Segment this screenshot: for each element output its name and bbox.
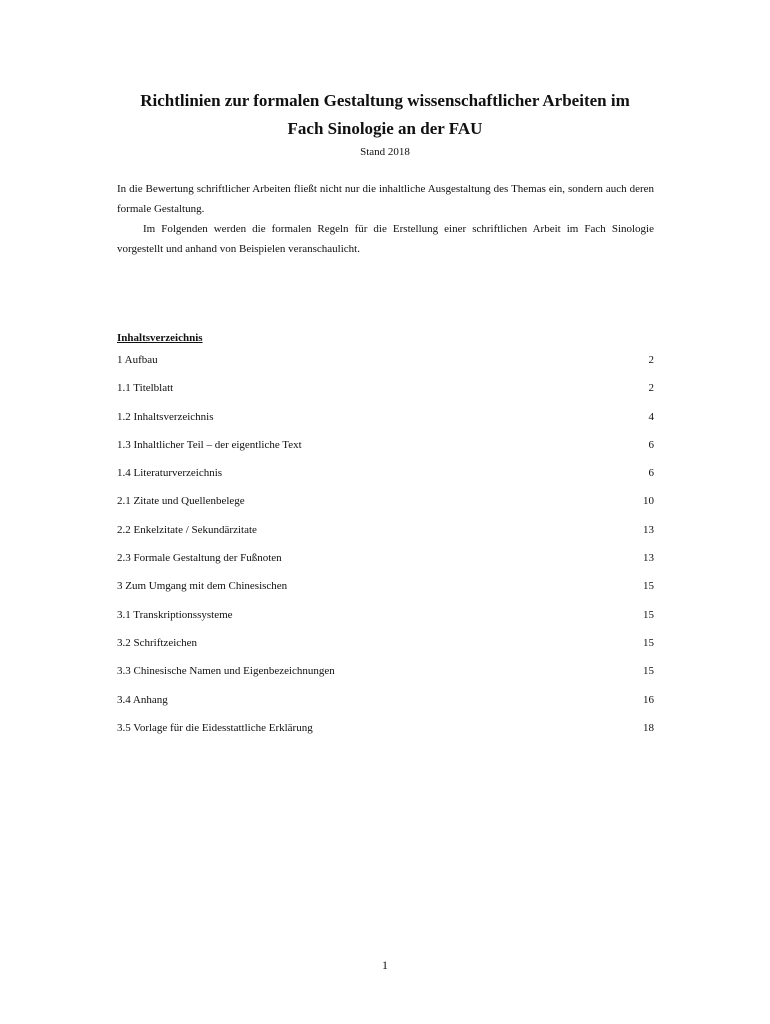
toc-entry: [117, 634, 654, 662]
toc-entry-page: 6: [648, 438, 654, 451]
toc-entry-page: 10: [643, 495, 654, 508]
toc-entry-page: 18: [643, 721, 654, 734]
toc-entry: [117, 351, 654, 379]
toc-entry: [117, 436, 654, 464]
toc-entry: [117, 662, 654, 690]
intro-paragraph-1: In die Bewertung schriftlicher Arbeiten fließt nicht nur die inhaltliche Ausgestaltung des Themas ein, sondern auch deren formale Gestaltung.: [117, 183, 654, 215]
toc-entry-label: 2.3 Formale Gestaltung der Fußnoten: [117, 552, 282, 565]
toc-entry-page: 15: [643, 665, 654, 678]
toc-entry-page: 2: [648, 382, 654, 395]
toc-entry: [117, 577, 654, 605]
intro-paragraph-2: Im Folgenden werden die formalen Regeln für die Erstellung einer schriftlichen Arbeit im Fach Sinologie vorgestellt und anhand von Beispielen veranschaulicht.: [117, 223, 654, 255]
toc-entry-label: 1.3 Inhaltlicher Teil – der eigentliche Text: [117, 438, 302, 451]
toc-entry-page: 13: [643, 552, 654, 565]
toc-entry-page: 2: [648, 354, 654, 366]
toc-entry-page: 6: [648, 467, 654, 480]
toc-entry-label: 3.1 Transkriptionssysteme: [117, 608, 233, 621]
toc-entry-label: 2.2 Enkelzitate / Sekundärzitate: [117, 523, 257, 536]
toc-entry: [117, 492, 654, 520]
toc-entry: [117, 521, 654, 549]
toc-entry-label: 2.1 Zitate und Quellenbelege: [117, 495, 245, 508]
toc-entry: [117, 691, 654, 719]
toc-entry-label: 1.1 Titelblatt: [117, 382, 174, 395]
toc-entry: [117, 719, 654, 747]
toc-entry-page: 13: [643, 523, 654, 536]
toc-entry-label: 1 Aufbau: [117, 354, 158, 366]
toc-entry-label: 1.2 Inhaltsverzeichnis: [117, 410, 214, 423]
toc-heading: Inhaltsverzeichnis: [117, 332, 203, 344]
document-date: Stand 2018: [360, 146, 410, 158]
document-title-line-2: Fach Sinologie an der FAU: [287, 119, 483, 138]
toc-entry: [117, 379, 654, 407]
toc-entry-label: 3 Zum Umgang mit dem Chinesischen: [117, 580, 288, 593]
toc-entry-label: 3.3 Chinesische Namen und Eigenbezeichnungen: [117, 665, 335, 678]
page-number: 1: [382, 958, 388, 972]
toc-entry: [117, 408, 654, 436]
toc-entry-page: 4: [648, 410, 654, 423]
document-title-line-1: Richtlinien zur formalen Gestaltung wissenschaftlicher Arbeiten im: [140, 91, 630, 110]
toc-entry-label: 1.4 Literaturverzeichnis: [117, 467, 223, 480]
toc-entry-page: 15: [643, 636, 654, 649]
toc-entry-page: 15: [643, 580, 654, 593]
toc-entry-label: 3.2 Schriftzeichen: [117, 636, 198, 649]
toc-entry-label: 3.4 Anhang: [117, 693, 168, 706]
toc-entry: [117, 549, 654, 577]
toc-entry: [117, 464, 654, 492]
toc-entry: [117, 606, 654, 634]
table-of-contents: [117, 351, 654, 747]
toc-entry-page: 16: [643, 693, 654, 706]
toc-entry-label: 3.5 Vorlage für die Eidesstattliche Erklärung: [117, 721, 313, 734]
toc-entry-page: 15: [643, 608, 654, 621]
